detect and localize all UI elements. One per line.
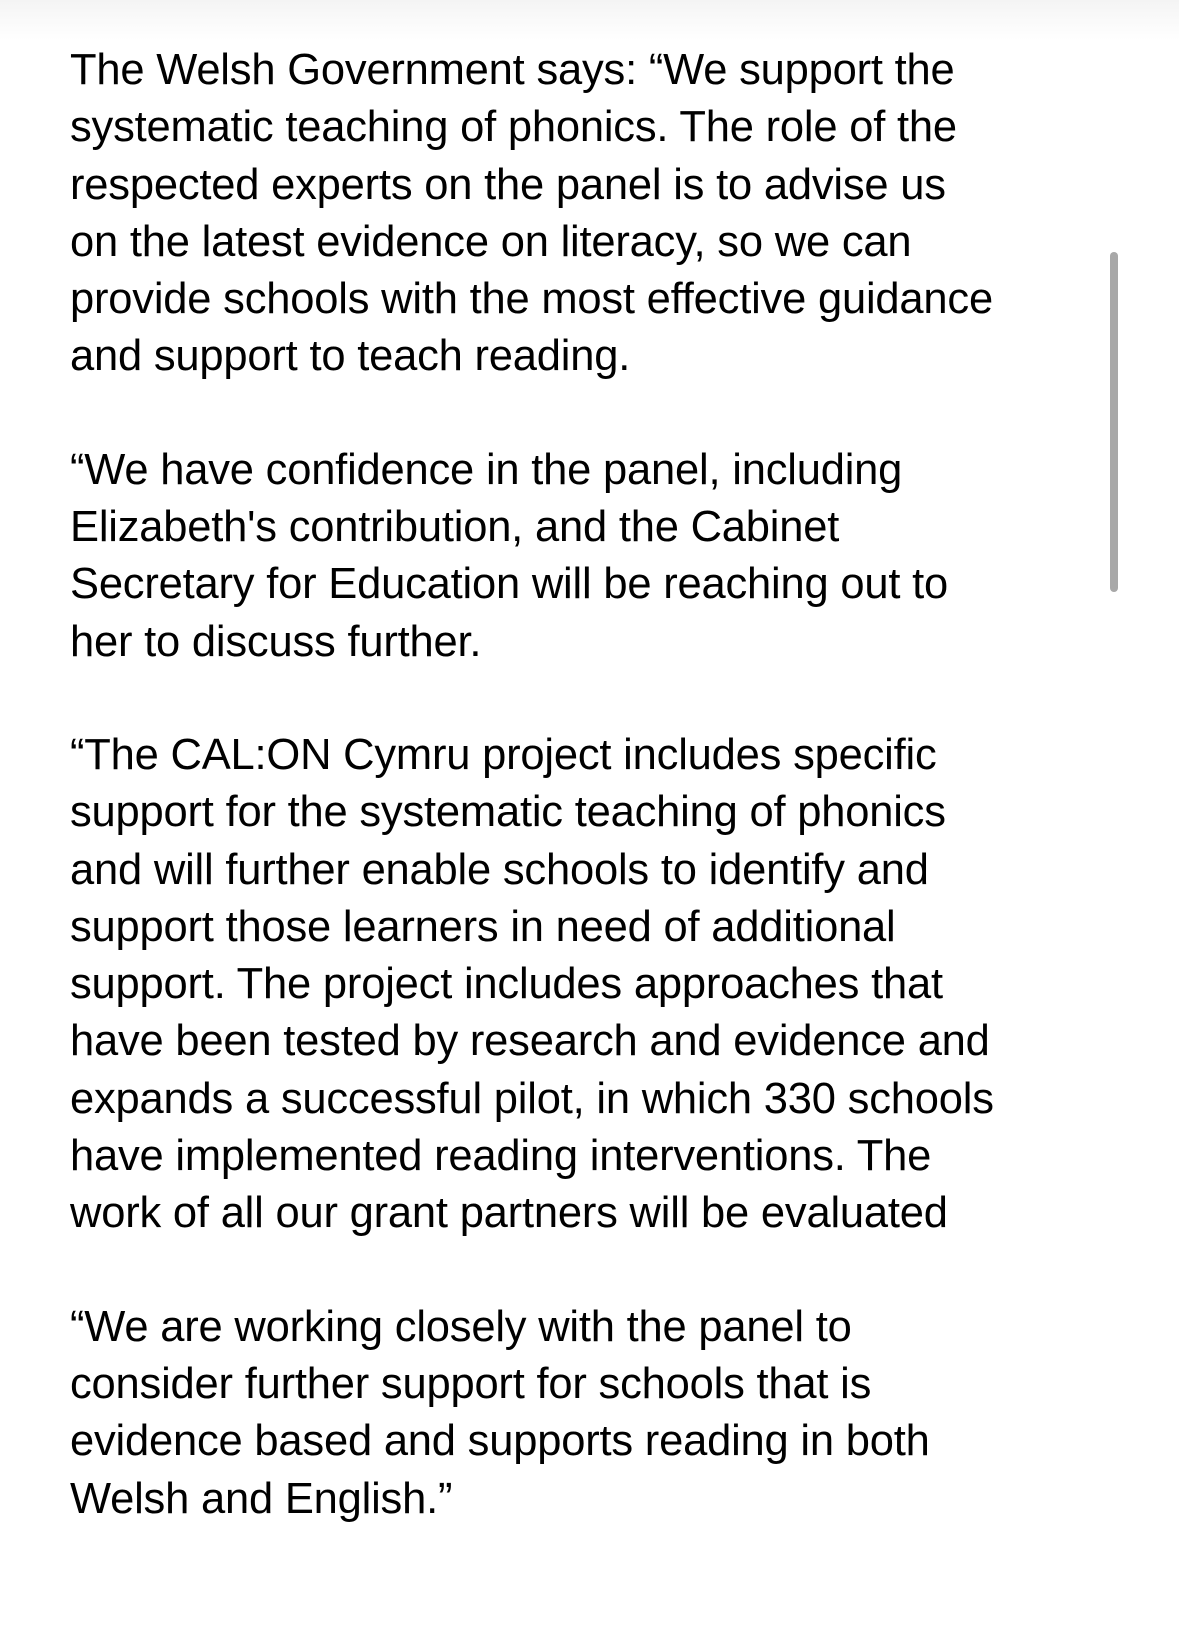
text-line: systematic teaching of phonics. The role of the: [70, 103, 957, 152]
text-line: “The CAL:ON Cymru project includes specific: [70, 730, 937, 779]
article-body: [70, 42, 1070, 1584]
paragraph-calon-cymru: [70, 727, 1070, 1243]
paragraph-working-closely: [70, 1299, 1070, 1528]
text-line: respected experts on the panel is to advise us: [70, 160, 946, 209]
text-line: support those learners in need of additional: [70, 902, 896, 951]
text-line: consider further support for schools that is: [70, 1359, 872, 1408]
text-line: provide schools with the most effective guidance: [70, 275, 993, 324]
top-fade: [0, 0, 1179, 40]
text-line: support. The project includes approaches that: [70, 960, 943, 1009]
text-line: and will further enable schools to identify and: [70, 845, 929, 894]
text-line: on the latest evidence on literacy, so we can: [70, 217, 912, 266]
paragraph-government-statement: [70, 42, 1070, 386]
text-line: Secretary for Education will be reaching out to: [70, 560, 948, 609]
text-line: her to discuss further.: [70, 617, 482, 666]
text-line: Welsh and English.”: [70, 1474, 453, 1523]
paragraph-confidence: [70, 442, 1070, 671]
text-line: Elizabeth's contribution, and the Cabinet: [70, 503, 840, 552]
text-line: have implemented reading interventions. The: [70, 1132, 932, 1181]
vertical-scrollbar-thumb[interactable]: [1110, 252, 1118, 592]
text-line: work of all our grant partners will be evaluated: [70, 1189, 948, 1238]
text-line: and support to teach reading.: [70, 332, 631, 381]
text-line: evidence based and supports reading in both: [70, 1417, 930, 1466]
text-line: support for the systematic teaching of phonics: [70, 788, 946, 837]
text-line: The Welsh Government says: “We support the: [70, 46, 955, 94]
text-line: “We are working closely with the panel to: [70, 1302, 852, 1351]
text-line: expands a successful pilot, in which 330 schools: [70, 1074, 994, 1123]
text-line: “We have confidence in the panel, including: [70, 445, 903, 494]
text-line: have been tested by research and evidence and: [70, 1017, 990, 1066]
